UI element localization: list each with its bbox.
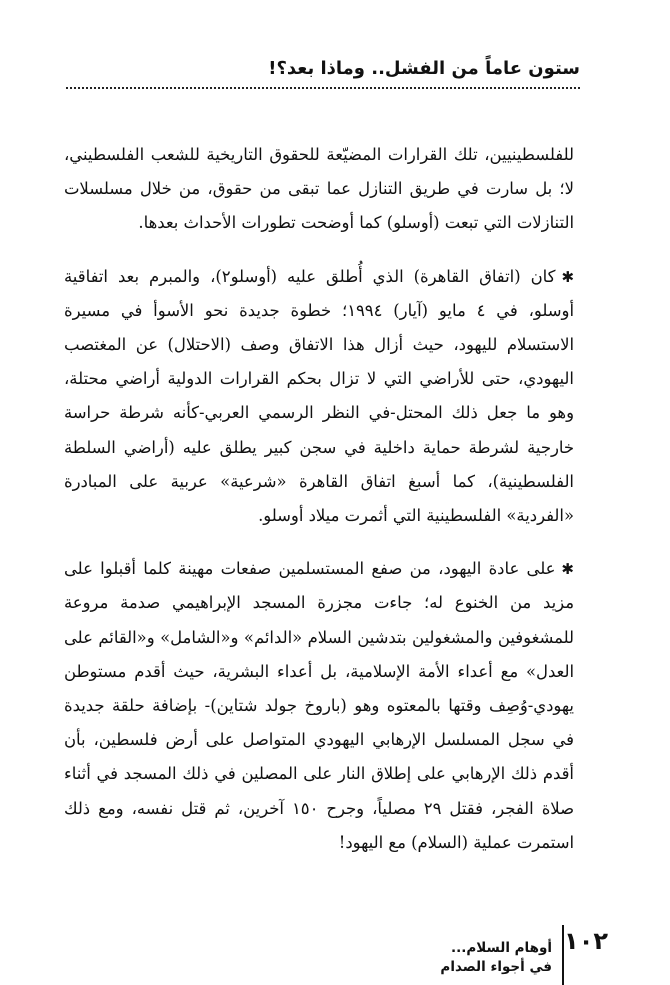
running-header bbox=[66, 58, 580, 88]
paragraph-3 bbox=[64, 552, 574, 860]
header-dotted-rule bbox=[66, 87, 580, 89]
footer-book-title bbox=[440, 939, 552, 977]
paragraph-3-text: على عادة اليهود، من صفع المستسلمين صفعات مهينة كلما أقبلوا على مزيد من الخنوع له؛ جاءت مجزرة المسجد الإبراهيمي صدمة مروعة للمشغوفين والمشغولين بتدشين السلام «الدائم» و«الشامل» و«القائم على العدل» مع أعداء الأمة الإسلامية، بل أعداء البشرية، حيث أقدم مستوطن يهودي-وُصِف وقتها بالمعتوه وهو (باروخ جولد شتاين)- بإضافة حلقة جديدة في سجل المسلسل الإرهابي اليهودي المتواصل على أرض فلسطين، بأن أقدم ذلك الإرهابي على إطلاق النار على المصلين في ذلك المسجد في أثناء صلاة الفجر، فقتل ٢٩ مصلياً، وجرح ١٥٠ آخرين، ثم قتل نفسه، ومع ذلك استمرت عملية (السلام) مع اليهود! bbox=[64, 559, 575, 852]
paragraph-1 bbox=[64, 138, 574, 241]
page-footer bbox=[408, 925, 608, 983]
running-title: ستون عاماً من الفشل.. وماذا بعد؟! bbox=[268, 58, 580, 79]
asterisk-bullet-icon: ✱ bbox=[561, 560, 574, 579]
footer-book-title-line-2: في أجواء الصدام bbox=[440, 959, 552, 975]
footer-divider bbox=[562, 925, 564, 985]
paragraph-2 bbox=[64, 260, 574, 534]
paragraph-2-text: كان (اتفاق القاهرة) الذي أُطلق عليه (أوسلو٢)، والمبرم بعد اتفاقية أوسلو، في ٤ مايو (آيار) ١٩٩٤؛ خطوة جديدة نحو الأسوأ في مسيرة الاستسلام لليهود، حيث أزال هذا الاتفاق وصف (الاحتلال) عن المغتصب اليهودي، حتى للأراضي التي لا تزال بحكم القرارات الدولية أراضي محتلة، وهو ما جعل ذلك المحتل-في النظر الرسمي العربي-كأنه شرطة حراسة خارجية لشرطة حماية داخلية في سجن كبير يطلق عليه (أراضي السلطة الفلسطينية)، كما أسبغ اتفاق القاهرة «شرعية» عربية على المبادرة «الفردية» الفلسطينية التي أثمرت ميلاد أوسلو. bbox=[64, 266, 574, 526]
main-text bbox=[64, 138, 574, 860]
asterisk-bullet-icon: ✱ bbox=[561, 267, 575, 286]
footer-book-title-line-1: أوهام السلام... bbox=[450, 940, 552, 956]
page-number: ١٠٢ bbox=[564, 927, 608, 955]
paragraph-1-text: للفلسطينيين، تلك القرارات المضيّعة للحقوق التاريخية للشعب الفلسطيني، لا؛ بل سارت في طريق التنازل عما تبقى من حقوق، من خلال مسلسلات التنازلات التي تبعت (أوسلو) كما أوضحت تطورات الأحداث بعدها. bbox=[64, 145, 574, 233]
